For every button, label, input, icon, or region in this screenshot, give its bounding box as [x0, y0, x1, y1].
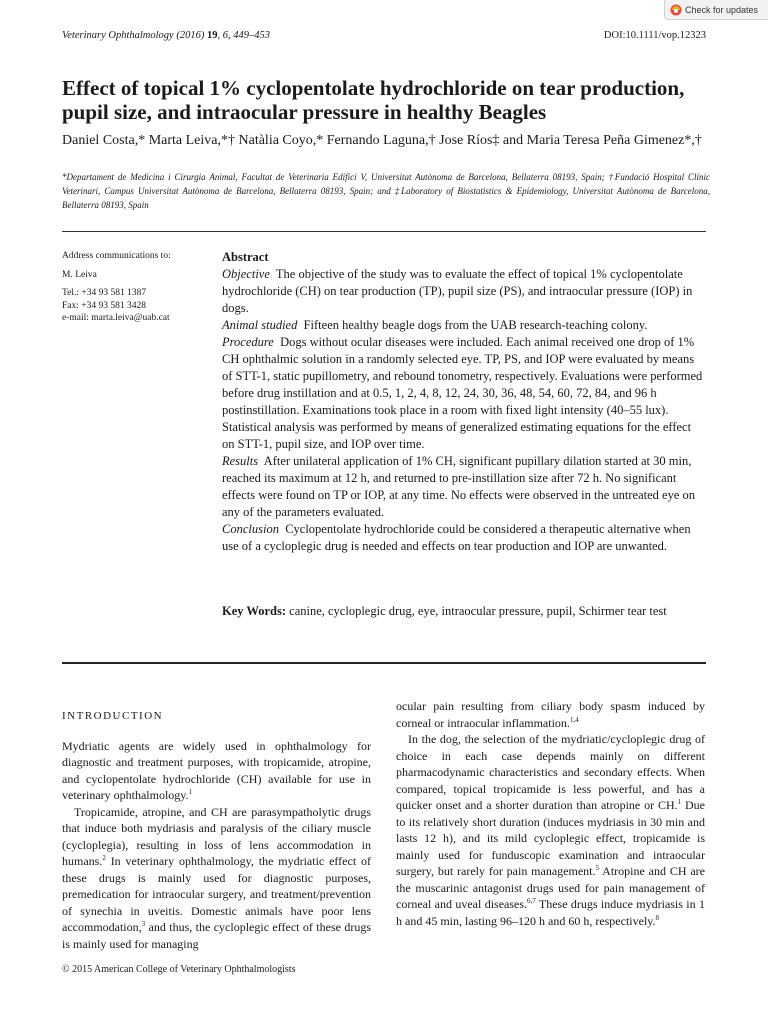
results-text: After unilateral application of 1% CH, significant pupillary dilation started at 30 min, reached its maximum at 12 h, and returned to pre-instillation size after 72 h. No significant effects were found on TP or IOP, at any time. No effects were observed in the untreated eye on any of the parameters evaluated. — [222, 454, 695, 519]
objective-text: The objective of the study was to evaluate the effect of topical 1% cyclopentolate hydrochloride (CH) on tear production (TP), pupil size (PS), and intraocular pressure (IOP) in dogs. — [222, 267, 693, 315]
intro-r2-text-b: Due to its relatively short duration (induces mydriasis in 30 min and lasts 12 h), and its mild cycloplegic effect, tropicamide is mainly used for funduscopic examination and intraocular surgery, but rarely for pain management. — [396, 798, 705, 878]
abstract-objective — [222, 266, 704, 317]
copyright-footer: © 2015 American College of Veterinary Ophthalmologists — [62, 964, 296, 975]
author-list: Daniel Costa,* Marta Leiva,*† Natàlia Coyo,* Fernando Laguna,† Jose Ríos‡ and Maria Teresa Peña Gimenez*,† — [62, 133, 702, 148]
citation-ref: 6,7 — [527, 897, 536, 905]
abstract-heading: Abstract — [222, 250, 269, 264]
check-for-updates-label: Check for updates — [685, 4, 759, 15]
keywords-text: canine, cycloplegic drug, eye, intraocular pressure, pupil, Schirmer tear test — [289, 604, 667, 618]
procedure-text: Dogs without ocular diseases were included. Each animal received one drop of 1% CH ophthalmic solution in a randomly selected eye. TP, PS, and IOP were evaluated by means of STT-1, static pupillometry, and rebound tonometry, respectively. Evaluations were performed before drug instillation and at 0.5, 1, 2, 4, 8, 12, 24, 30, 36, 48, 54, 60, 72, 84, and 96 h postinstillation. Examinations took place in a room with fixed light intensity (40–55 lux). Statistical analysis was performed by means of generalized estimating equations for the effect on STT-1, pupil size, and IOP over time. — [222, 335, 703, 451]
divider-bottom — [62, 662, 706, 664]
keywords-label: Key Words: — [222, 604, 287, 618]
animals-text: Fifteen healthy beagle dogs from the UAB research-teaching colony. — [303, 318, 648, 332]
body-column-left — [62, 698, 371, 952]
abstract-conclusion — [222, 521, 704, 555]
intro-r2-text-c: Atropine and CH are the muscarinic antagonist drugs used for pain management of corneal and uveal diseases. — [396, 864, 705, 911]
keywords — [222, 603, 704, 620]
correspondence-block — [62, 250, 212, 325]
intro-p1-text: Mydriatic agents are widely used in ophthalmology for diagnostic and treatment purposes, with tropicamide, atropine, and cyclopentolate hydrochloride (CH) available for use in veterinary ophthalmology. — [62, 738, 371, 802]
citation-ref: 1 — [188, 788, 193, 796]
running-header — [62, 30, 706, 41]
journal-citation — [62, 30, 270, 41]
intro-paragraph-1 — [62, 738, 371, 804]
correspondence-tel: Tel.: +34 93 581 1387 — [62, 288, 147, 298]
citation-ref: 1,4 — [569, 715, 579, 724]
conclusion-label: Conclusion — [222, 522, 279, 536]
objective-label: Objective — [222, 267, 270, 281]
intro-r2-text-d: These drugs induce mydriasis in 1 h and 45 min, lasting 96–120 h and 60 h, respectively. — [396, 897, 705, 928]
abstract — [222, 249, 704, 555]
citation-ref: 8 — [655, 913, 660, 922]
intro-paragraph-2-cont — [396, 698, 705, 731]
citation-ref: 2 — [102, 854, 106, 862]
correspondence-label: Address communications to: — [62, 251, 171, 261]
intro-r2-text-a: In the dog, the selection of the mydriatic/cycloplegic drug of choice in each case depends mainly on different pharmacodynamic characteristics and secondary effects. When compared, topical tropicamide is less powerful, and has a quicker onset and a shorter duration than atropine or CH. — [396, 732, 705, 812]
divider-top — [62, 231, 706, 232]
abstract-procedure — [222, 334, 704, 453]
introduction-heading: INTRODUCTION — [62, 710, 164, 722]
intro-r1-text: ocular pain resulting from ciliary body spasm induced by corneal or intraocular inflammation. — [396, 699, 705, 730]
body-column-right — [396, 698, 705, 929]
journal-volume: 19 — [206, 30, 218, 41]
affiliations: *Departament de Medicina i Cirurgia Animal, Facultat de Veterinaria Edifici V, Universitat Autònoma de Barcelona, Bellaterra 08193, Spain; †Fundació Hospital Clínic Veterinari, Campus Universitat Autònoma de Barcelona, Bellaterra 08193, Spain; and ‡Laboratory of Biostatistics & Epidemiology, Universitat Autònoma de Barcelona, Bellaterra 08193, Spain — [62, 172, 710, 210]
correspondence-email[interactable]: e-mail: marta.leiva@uab.cat — [62, 313, 170, 323]
correspondence-name: M. Leiva — [62, 269, 97, 280]
correspondence-fax: Fax: +34 93 581 3428 — [62, 300, 146, 311]
citation-ref: 5 — [595, 864, 599, 872]
doi[interactable]: DOI:10.1111/vop.12323 — [603, 30, 706, 41]
citation-ref: 3 — [141, 920, 146, 928]
procedure-label: Procedure — [222, 335, 274, 349]
animals-label: Animal studied — [222, 318, 298, 332]
intro-p2-text-c: and thus, the cycloplegic effect of these drugs is mainly used for managing — [62, 920, 371, 951]
check-for-updates-icon — [670, 4, 682, 16]
journal-issue-pages: , 6, 449–453 — [217, 30, 270, 41]
citation-ref: 1 — [677, 798, 682, 806]
intro-p2-text-a: Tropicamide, atropine, and CH are parasympatholytic drugs that induce both mydriasis and paralysis of the ciliary muscle (cycloplegia), resulting in loss of lens accommodation in humans. — [62, 804, 371, 868]
conclusion-text: Cyclopentolate hydrochloride could be considered a therapeutic alternative when use of a cycloplegic drug is needed and effects on tear production and IOP are unwanted. — [222, 522, 691, 553]
article-title: Effect of topical 1% cyclopentolate hydrochloride on tear production, pupil size, and intraocular pressure in healthy Beagles — [62, 76, 685, 124]
results-label: Results — [222, 454, 259, 468]
check-for-updates-badge[interactable] — [664, 0, 768, 20]
journal-year: (2016) — [176, 30, 205, 41]
intro-p2-text-b: In veterinary ophthalmology, the mydriatic effect of these drugs is mainly used for diagnostic purposes, premedication for intraocular surgery, and treatment/prevention of synechia in uveitis. Domestic animals have poor lens accommodation, — [62, 854, 371, 934]
journal-name: Veterinary Ophthalmology — [62, 30, 174, 41]
abstract-results — [222, 453, 704, 521]
abstract-animals — [222, 317, 704, 334]
intro-paragraph-3 — [396, 731, 705, 929]
intro-paragraph-2 — [62, 804, 371, 953]
